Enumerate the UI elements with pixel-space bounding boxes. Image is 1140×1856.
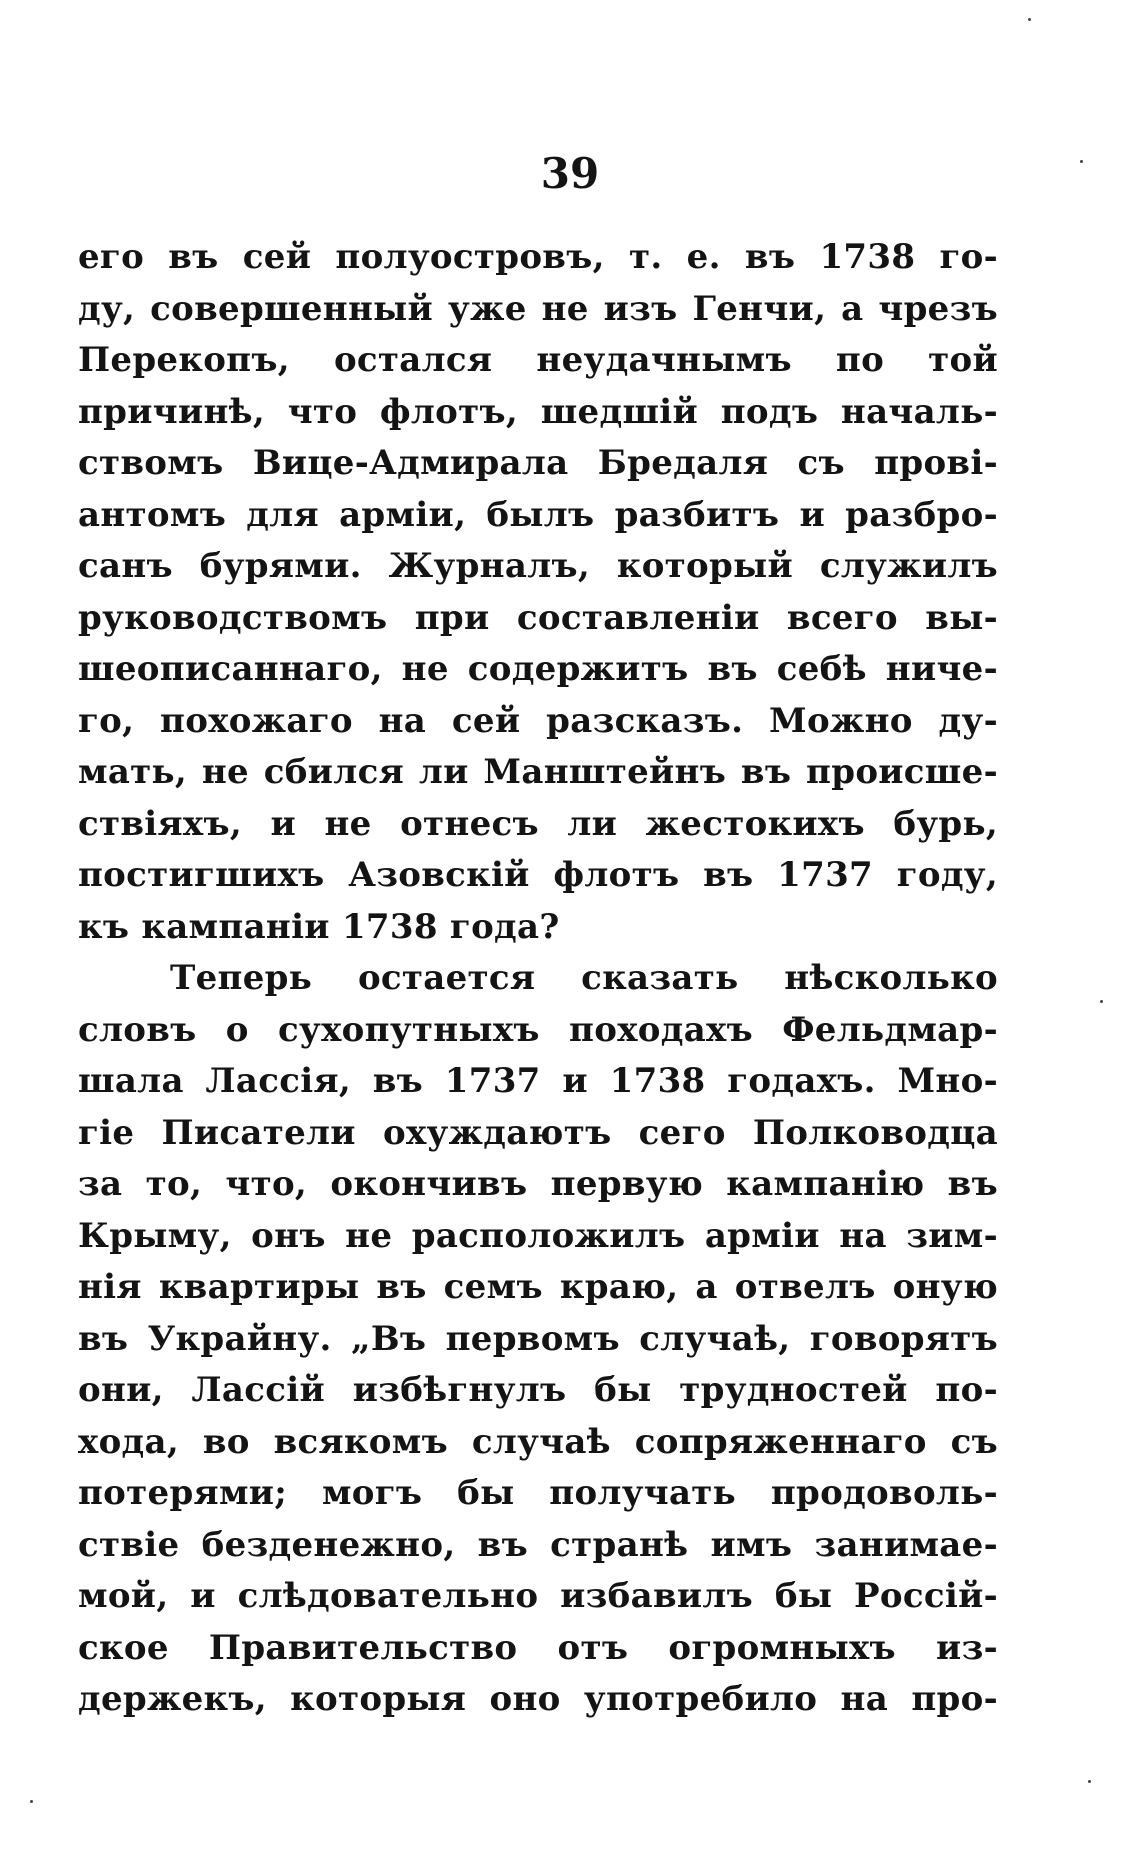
text-line: санъ бурями. Журналъ, который служилъ: [78, 546, 998, 586]
paper-speck: [1080, 160, 1083, 163]
text-line: нія квартиры въ семъ краю, а отвелъ оную: [78, 1267, 998, 1307]
text-line: ствіе безденежно, въ странѣ имъ занимае-: [78, 1524, 998, 1565]
text-line: мой, и слѣдовательно избавилъ бы Россій-: [78, 1576, 998, 1616]
text-line: ду, совершенный уже не изъ Генчи, а чрезъ: [78, 288, 998, 329]
text-line: причинѣ, что флотъ, шедшій подъ началь-: [78, 391, 998, 432]
text-line: ствомъ Вице-Адмирала Бредаля съ прові-: [78, 443, 998, 483]
paper-speck: [30, 1800, 33, 1803]
text-line: го, похожаго на сей разсказъ. Можно ду-: [78, 700, 998, 741]
text-line: мать, не сбился ли Манштейнъ въ происше-: [78, 752, 998, 792]
text-line: антомъ для арміи, былъ разбитъ и разбро-: [78, 494, 998, 535]
text-line: держекъ, которыя оно употребило на про-: [78, 1679, 998, 1719]
text-line: за то, что, окончивъ первую кампанію въ: [78, 1164, 998, 1204]
text-line: его въ сей полуостровъ, т. е. въ 1738 го-: [78, 237, 998, 277]
text-line: въ Украйну. „Въ первомъ случаѣ, говорятъ: [78, 1318, 998, 1359]
paper-speck: [1028, 18, 1031, 21]
text-line: они, Лассій избѣгнулъ бы трудностей по-: [78, 1370, 998, 1410]
text-line: ствіяхъ, и не отнесъ ли жестокихъ бурь,: [78, 803, 998, 844]
page-number: 39: [540, 149, 600, 198]
text-line: шала Лассія, въ 1737 и 1738 годахъ. Мно-: [78, 1061, 998, 1101]
text-line: ское Правительство отъ огромныхъ из-: [78, 1627, 998, 1668]
text-line: словъ о сухопутныхъ походахъ Фельдмар-: [78, 1009, 998, 1050]
text-line: Перекопъ, остался неудачнымъ по той: [78, 340, 998, 380]
text-line: къ кампаніи 1738 года?: [78, 906, 560, 947]
text-line: гіе Писатели охуждаютъ сего Полководца: [78, 1112, 998, 1153]
text-line: постигшихъ Азовскій флотъ въ 1737 году,: [78, 855, 998, 895]
text-line: Крыму, онъ не расположилъ арміи на зим-: [78, 1215, 998, 1256]
text-line: руководствомъ при составленіи всего вы-: [78, 597, 998, 638]
text-line: Теперь остается сказать нѣсколько: [170, 958, 998, 998]
text-line: потерями; могъ бы получать продоволь-: [78, 1473, 998, 1513]
page-text: [78, 232, 998, 1726]
text-line: хода, во всякомъ случаѣ сопряженнаго съ: [78, 1421, 998, 1462]
text-line: шеописаннаго, не содержитъ въ себѣ ниче-: [78, 649, 998, 689]
paper-speck: [1088, 1780, 1091, 1783]
paper-speck: [1100, 1000, 1103, 1003]
